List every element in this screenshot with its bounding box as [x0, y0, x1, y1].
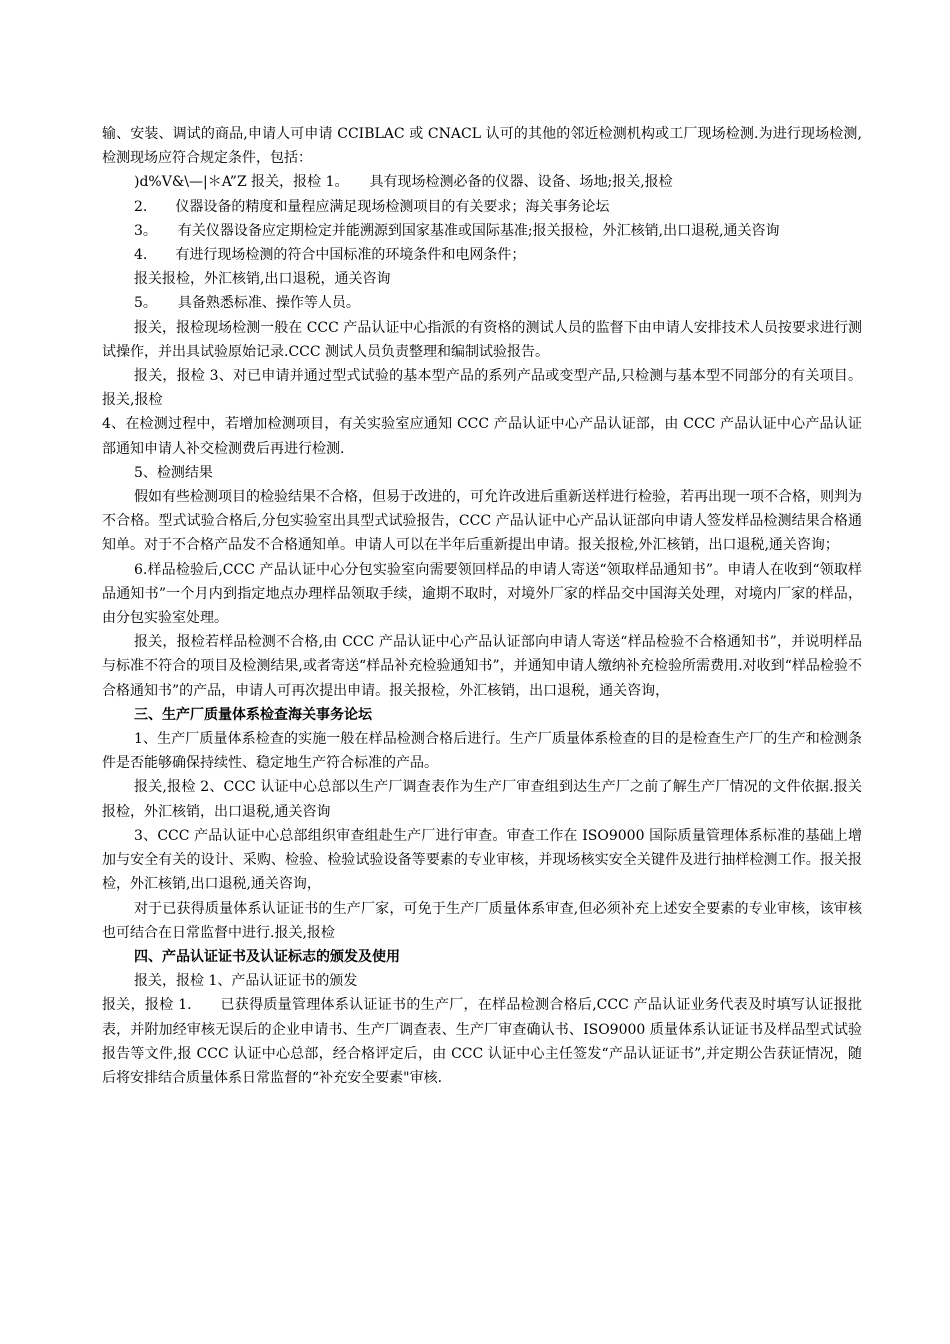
paragraph: 5、检测结果 — [134, 464, 213, 481]
paragraph: 报关，报检 1、产品认证证书的颁发 — [134, 973, 358, 990]
paragraph: 报关，报检 1. 已获得质量管理体系认证证书的生产厂，在样品检测合格后,CCC 产品认证业务代表及时填写认证报批表，并附加经审核无误后的企业申请书、生产厂调查表、生产厂审查确认书、ISO9000 质量体系认证证书及样品型式试验报告等文件,报 CCC 认证中心总部，经合格评定后，由 CCC 认证中心主任签发“产品认证证书”,并定期公告获证情况，随后将安排结合质量体系日常监督的“补充安全要素"审核. — [102, 997, 862, 1086]
section-heading: 三、生产厂质量体系检查海关事务论坛 — [134, 706, 372, 723]
paragraph: 报关报检，外汇核销,出口退税，通关咨询 — [134, 271, 391, 288]
paragraph: 输、安装、调试的商品,申请人可申请 CCIBLAC 或 CNACL 认可的其他的邻近检测机构或工厂现场检测.为进行现场检测,检测现场应符合规定条件，包括： — [102, 126, 862, 167]
paragraph: 5。 具备熟悉标准、操作等人员。 — [134, 295, 360, 312]
paragraph: 报关，报检若样品检测不合格,由 CCC 产品认证中心产品认证部向申请人寄送“样品检验不合格通知书”，并说明样品与标准不符合的项目及检测结果,或者寄送“样品补充检验通知书”，并通知申请人缴纳补充检验所需费用.对收到“样品检验不合格通知书”的产品，申请人可再次提出申请。报关报检，外汇核销，出口退税，通关咨询， — [102, 634, 862, 699]
document-page — [102, 122, 862, 1090]
paragraph: 2. 仪器设备的精度和量程应满足现场检测项目的有关要求；海关事务论坛 — [134, 198, 610, 215]
paragraph: 3。 有关仪器设备应定期检定并能溯源到国家基准或国际基准;报关报检，外汇核销,出口退税,通关咨询 — [134, 222, 780, 239]
paragraph: 6.样品检验后,CCC 产品认证中心分包实验室向需要领回样品的申请人寄送“领取样品通知书”。申请人在收到“领取样品通知书”一个月内到指定地点办理样品领取手续，逾期不取时，对境外厂家的样品交中国海关处理，对境内厂家的样品，由分包实验室处理。 — [102, 561, 862, 627]
paragraph: 报关，报检现场检测一般在 CCC 产品认证中心指派的有资格的测试人员的监督下由申请人安排技术人员按要求进行测试操作，并出具试验原始记录.CCC 测试人员负责整理和编制试验报告。 — [102, 319, 862, 360]
paragraph: )d%V&\—|＊A”Z 报关，报检 1。 具有现场检测必备的仪器、设备、场地;报关,报检 — [134, 174, 673, 191]
paragraph: 3、CCC 产品认证中心总部组织审查组赴生产厂进行审查。审查工作在 ISO9000 国际质量管理体系标准的基础上增加与安全有关的设计、采购、检验、检验试验设备等要素的专业审核，并现场核实安全关键件及进行抽样检测工作。报关报检，外汇核销,出口退税,通关咨询， — [102, 827, 862, 893]
paragraph: 报关，报检 3、对已申请并通过型式试验的基本型产品的系列产品或变型产品,只检测与基本型不同部分的有关项目。报关,报检 — [102, 368, 862, 409]
paragraph: 报关,报检 2、CCC 认证中心总部以生产厂调查表作为生产厂审查组到达生产厂之前了解生产厂情况的文件依据.报关报检，外汇核销，出口退税,通关咨询 — [102, 779, 862, 820]
paragraph: 4、在检测过程中，若增加检测项目，有关实验室应通知 CCC 产品认证中心产品认证部，由 CCC 产品认证中心产品认证部通知申请人补交检测费后再进行检测. — [102, 416, 862, 457]
paragraph: 1、生产厂质量体系检查的实施一般在样品检测合格后进行。生产厂质量体系检查的目的是检查生产厂的生产和检测条件是否能够确保持续性、稳定地生产符合标准的产品。 — [102, 731, 862, 772]
section-heading: 四、产品认证证书及认证标志的颁发及使用 — [134, 948, 400, 965]
paragraph: 假如有些检测项目的检验结果不合格，但易于改进的，可允许改进后重新送样进行检验，若再出现一项不合格，则判为不合格。型式试验合格后,分包实验室出具型式试验报告，CCC 产品认证中心产品认证部向申请人签发样品检测结果合格通知单。对于不合格产品发不合格通知单。申请人可以在半年后重新提出申请。报关报检,外汇核销，出口退税,通关咨询； — [102, 489, 862, 554]
paragraph: 对于已获得质量体系认证证书的生产厂家，可免于生产厂质量体系审查,但必须补充上述安全要素的专业审核，该审核也可结合在日常监督中进行.报关,报检 — [102, 900, 862, 941]
paragraph: 4. 有进行现场检测的符合中国标准的环境条件和电网条件； — [134, 247, 526, 264]
